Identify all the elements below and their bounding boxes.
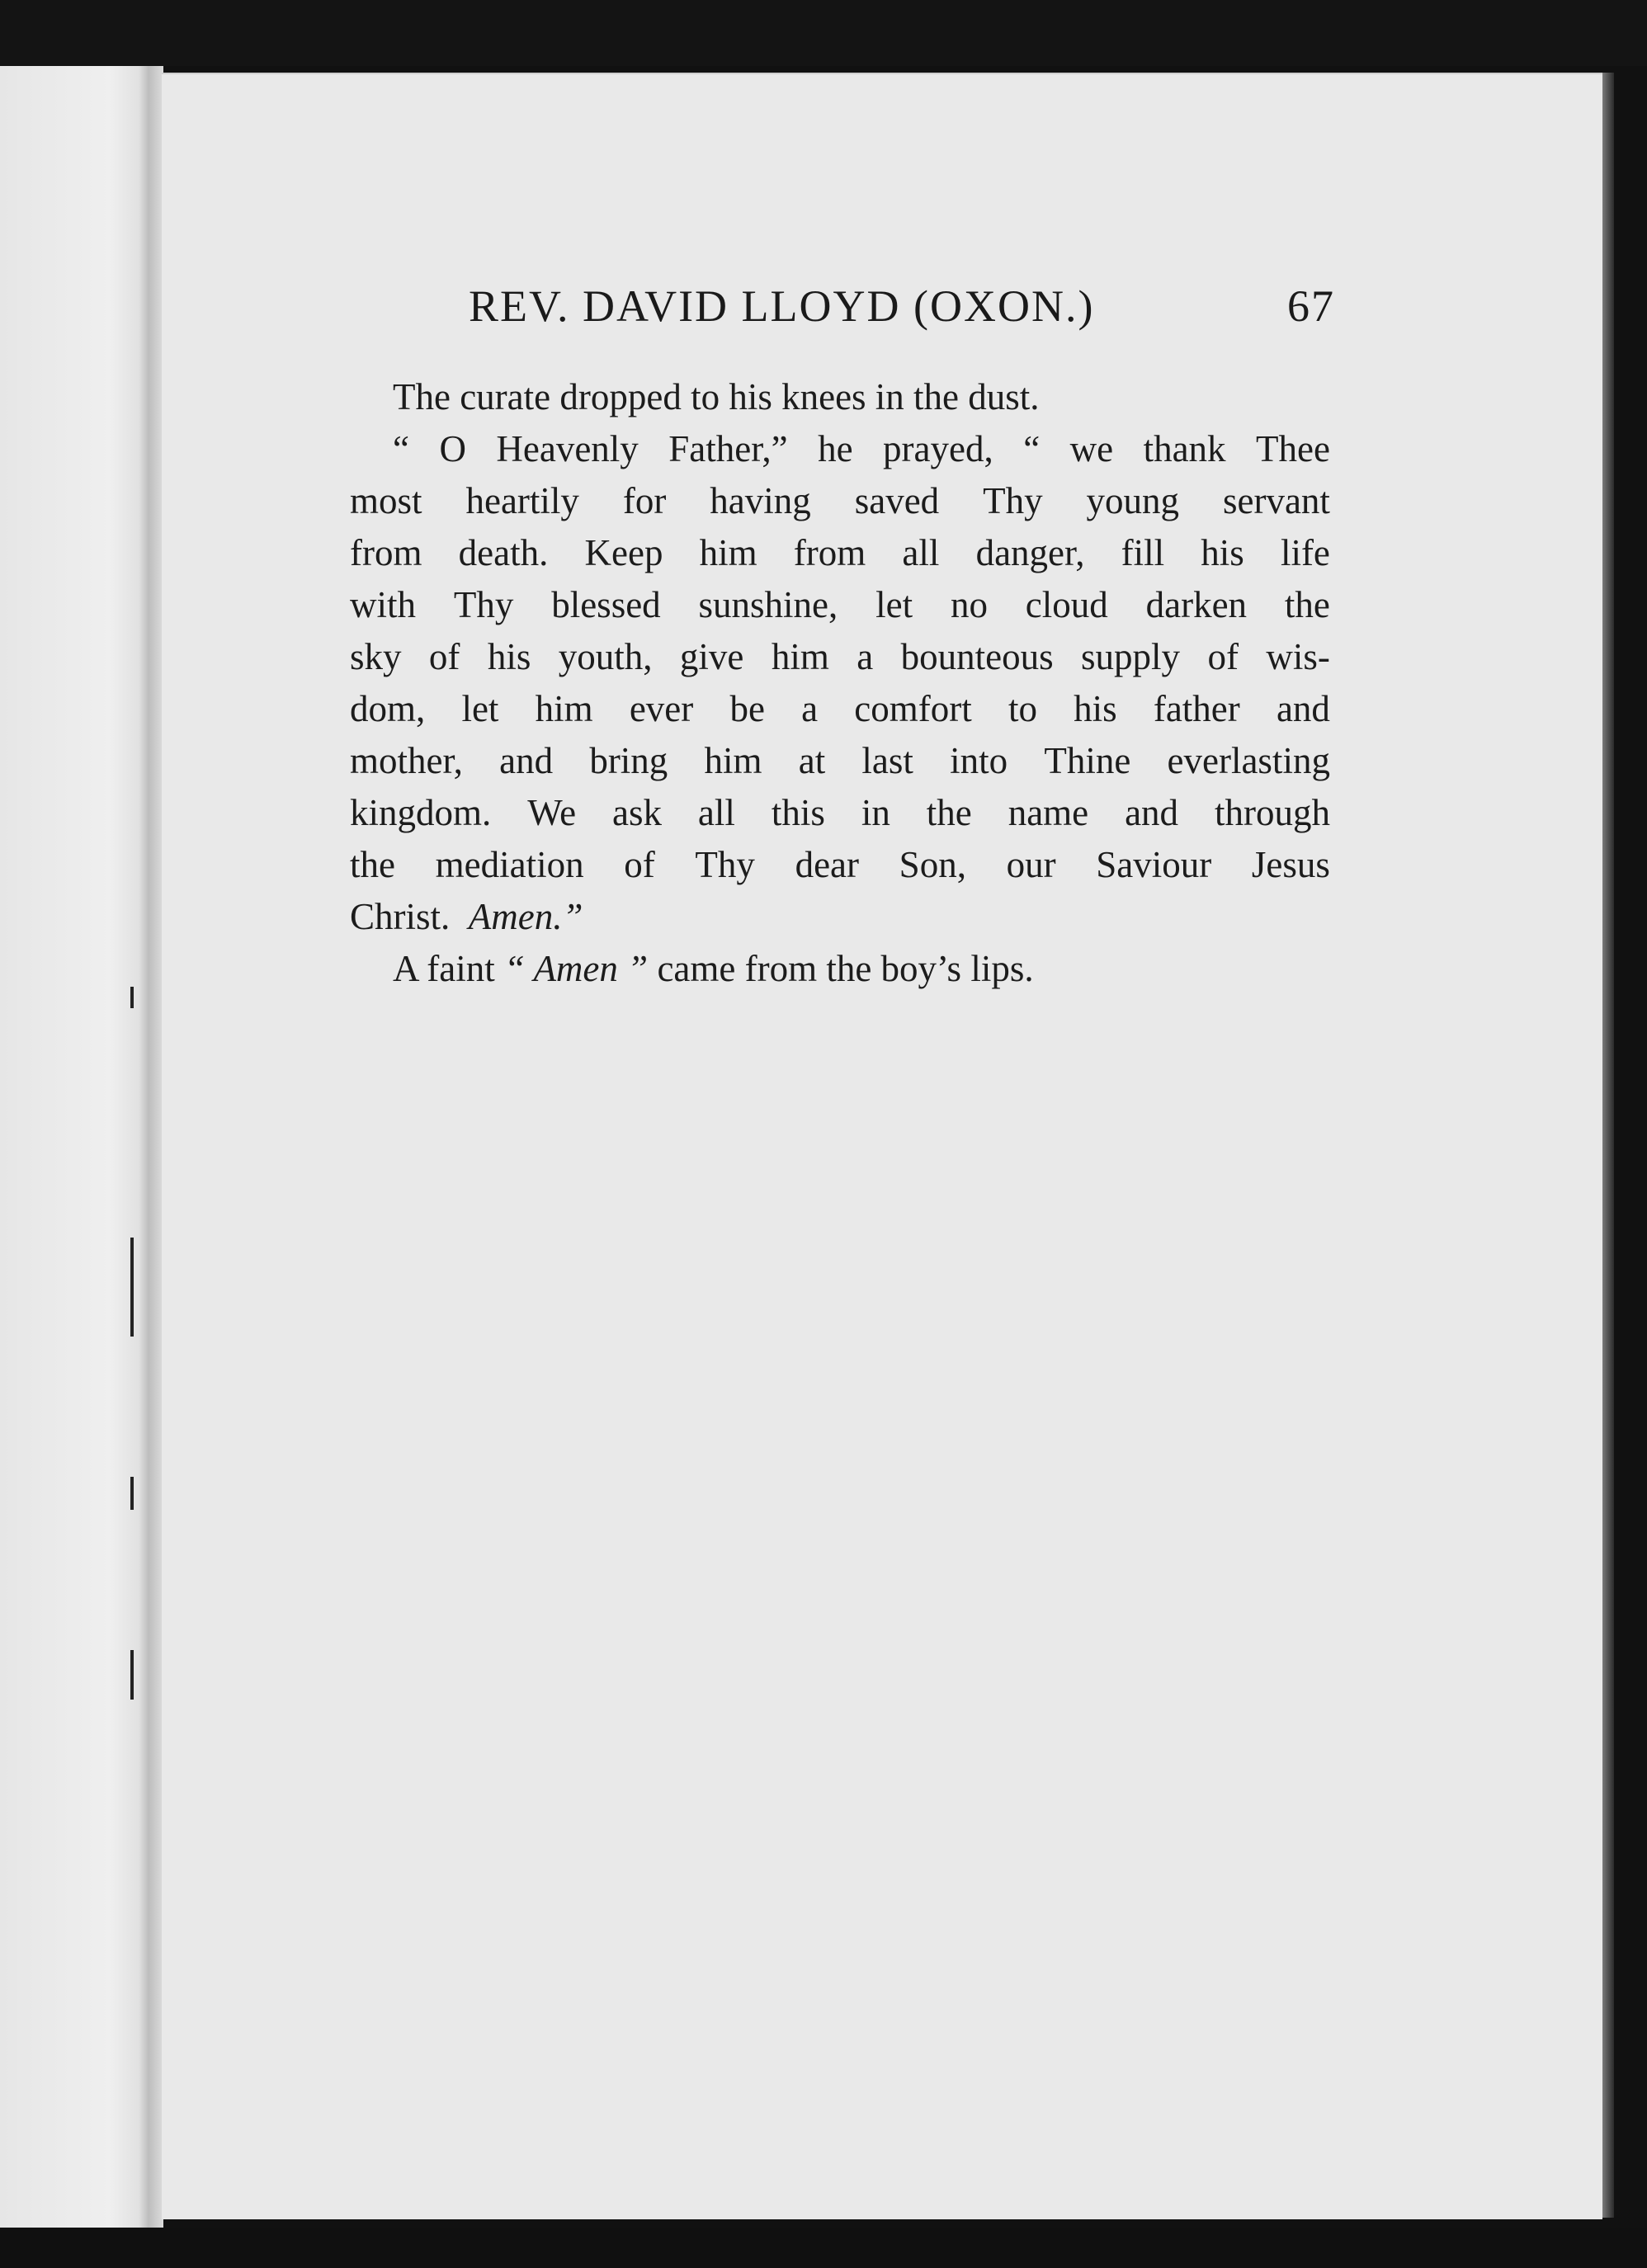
word: him bbox=[699, 532, 757, 573]
word: all bbox=[902, 532, 940, 573]
word: be bbox=[729, 688, 765, 729]
word: danger, bbox=[975, 532, 1085, 573]
word: let bbox=[461, 688, 499, 729]
word: Son, bbox=[899, 844, 966, 885]
word: with bbox=[350, 584, 417, 625]
word: him bbox=[704, 740, 762, 781]
text-line bbox=[350, 787, 1330, 839]
book-page bbox=[162, 73, 1602, 2219]
word: We bbox=[527, 792, 577, 833]
text-line bbox=[350, 943, 1330, 995]
word: no bbox=[950, 584, 988, 625]
body-text bbox=[350, 371, 1330, 995]
word: at bbox=[798, 740, 826, 781]
gutter-shadow bbox=[139, 66, 163, 2228]
word: supply bbox=[1081, 636, 1181, 677]
word: him bbox=[771, 636, 829, 677]
word: he bbox=[818, 428, 853, 469]
word: Thy bbox=[453, 584, 514, 625]
word: comfort bbox=[854, 688, 972, 729]
word: a bbox=[801, 688, 819, 729]
word: “ bbox=[393, 428, 409, 469]
word: “ bbox=[1023, 428, 1041, 469]
text-line bbox=[350, 735, 1330, 787]
word: wis- bbox=[1266, 636, 1330, 677]
word: we bbox=[1069, 428, 1114, 469]
word: servant bbox=[1222, 480, 1330, 521]
word: Thine bbox=[1044, 740, 1131, 781]
word: Saviour bbox=[1096, 844, 1212, 885]
text-fragment: came from the boy’s lips. bbox=[657, 948, 1034, 989]
word: Father,” bbox=[668, 428, 788, 469]
word: the bbox=[926, 792, 972, 833]
word: saved bbox=[854, 480, 940, 521]
page-number: 67 bbox=[1287, 281, 1335, 331]
word: life bbox=[1280, 532, 1330, 573]
word: darken bbox=[1145, 584, 1248, 625]
word: thank bbox=[1143, 428, 1226, 469]
text-line: The curate dropped to his knees in the dust. bbox=[393, 376, 1040, 417]
word: kingdom. bbox=[350, 792, 492, 833]
word: from bbox=[793, 532, 866, 573]
word: in bbox=[861, 792, 890, 833]
word: from bbox=[350, 532, 422, 573]
word: his bbox=[1201, 532, 1244, 573]
text-line bbox=[350, 527, 1330, 579]
word: ever bbox=[629, 688, 694, 729]
word: ask bbox=[611, 792, 662, 833]
word: young bbox=[1086, 480, 1180, 521]
word: for bbox=[622, 480, 667, 521]
word: last bbox=[861, 740, 913, 781]
word: youth, bbox=[558, 636, 653, 677]
gutter-mark bbox=[130, 1238, 134, 1337]
word: through bbox=[1215, 792, 1330, 833]
word: his bbox=[487, 636, 531, 677]
word: let bbox=[875, 584, 913, 625]
word: Thy bbox=[695, 844, 755, 885]
word: Keep bbox=[584, 532, 663, 573]
word: fill bbox=[1121, 532, 1165, 573]
word: most bbox=[350, 480, 422, 521]
text-line bbox=[350, 683, 1330, 735]
gutter-mark bbox=[130, 1477, 134, 1510]
page-right-edge bbox=[1602, 73, 1614, 2218]
word: bring bbox=[589, 740, 668, 781]
word: give bbox=[679, 636, 744, 677]
word: of bbox=[1207, 636, 1239, 677]
page-header bbox=[469, 281, 1335, 338]
text-fragment: Christ. bbox=[350, 896, 451, 937]
word: of bbox=[624, 844, 655, 885]
text-line bbox=[350, 839, 1330, 891]
word: and bbox=[1125, 792, 1179, 833]
word: sunshine, bbox=[698, 584, 838, 625]
word: into bbox=[950, 740, 1008, 781]
word: everlasting bbox=[1167, 740, 1330, 781]
text-line bbox=[350, 891, 1330, 943]
text-line bbox=[350, 423, 1330, 475]
word: our bbox=[1006, 844, 1056, 885]
word: this bbox=[771, 792, 825, 833]
word: mediation bbox=[435, 844, 584, 885]
word: a bbox=[857, 636, 874, 677]
word: and bbox=[1276, 688, 1330, 729]
word: dear bbox=[795, 844, 860, 885]
text-line bbox=[350, 475, 1330, 527]
word: blessed bbox=[551, 584, 661, 625]
word: Thy bbox=[983, 480, 1043, 521]
gutter-mark bbox=[130, 987, 134, 1008]
word: Thee bbox=[1256, 428, 1330, 469]
word: having bbox=[710, 480, 811, 521]
text-line bbox=[350, 631, 1330, 683]
facing-page-edge bbox=[0, 66, 157, 2228]
scanner-bottom-band bbox=[0, 2228, 1647, 2268]
word: the bbox=[350, 844, 395, 885]
gutter-mark bbox=[130, 1650, 134, 1700]
text-line bbox=[350, 579, 1330, 631]
word: name bbox=[1008, 792, 1089, 833]
word: heartily bbox=[465, 480, 579, 521]
scanner-top-band bbox=[0, 0, 1647, 66]
word: Jesus bbox=[1251, 844, 1330, 885]
italic-amen: Amen.” bbox=[468, 896, 583, 937]
text-fragment: A faint bbox=[393, 948, 495, 989]
word: dom, bbox=[350, 688, 426, 729]
word: cloud bbox=[1025, 584, 1108, 625]
word: him bbox=[535, 688, 593, 729]
word: sky bbox=[350, 636, 402, 677]
running-title: REV. DAVID LLOYD (OXON.) bbox=[469, 281, 1095, 331]
word: bounteous bbox=[900, 636, 1054, 677]
word: Heavenly bbox=[496, 428, 639, 469]
word: death. bbox=[458, 532, 549, 573]
word: to bbox=[1008, 688, 1037, 729]
word: father bbox=[1153, 688, 1240, 729]
word: O bbox=[439, 428, 466, 469]
word: mother, bbox=[350, 740, 463, 781]
word: all bbox=[697, 792, 735, 833]
italic-amen: “ Amen ” bbox=[503, 948, 649, 989]
word: and bbox=[499, 740, 554, 781]
word: his bbox=[1074, 688, 1117, 729]
word: prayed, bbox=[883, 428, 993, 469]
word: of bbox=[428, 636, 460, 677]
word: the bbox=[1284, 584, 1330, 625]
